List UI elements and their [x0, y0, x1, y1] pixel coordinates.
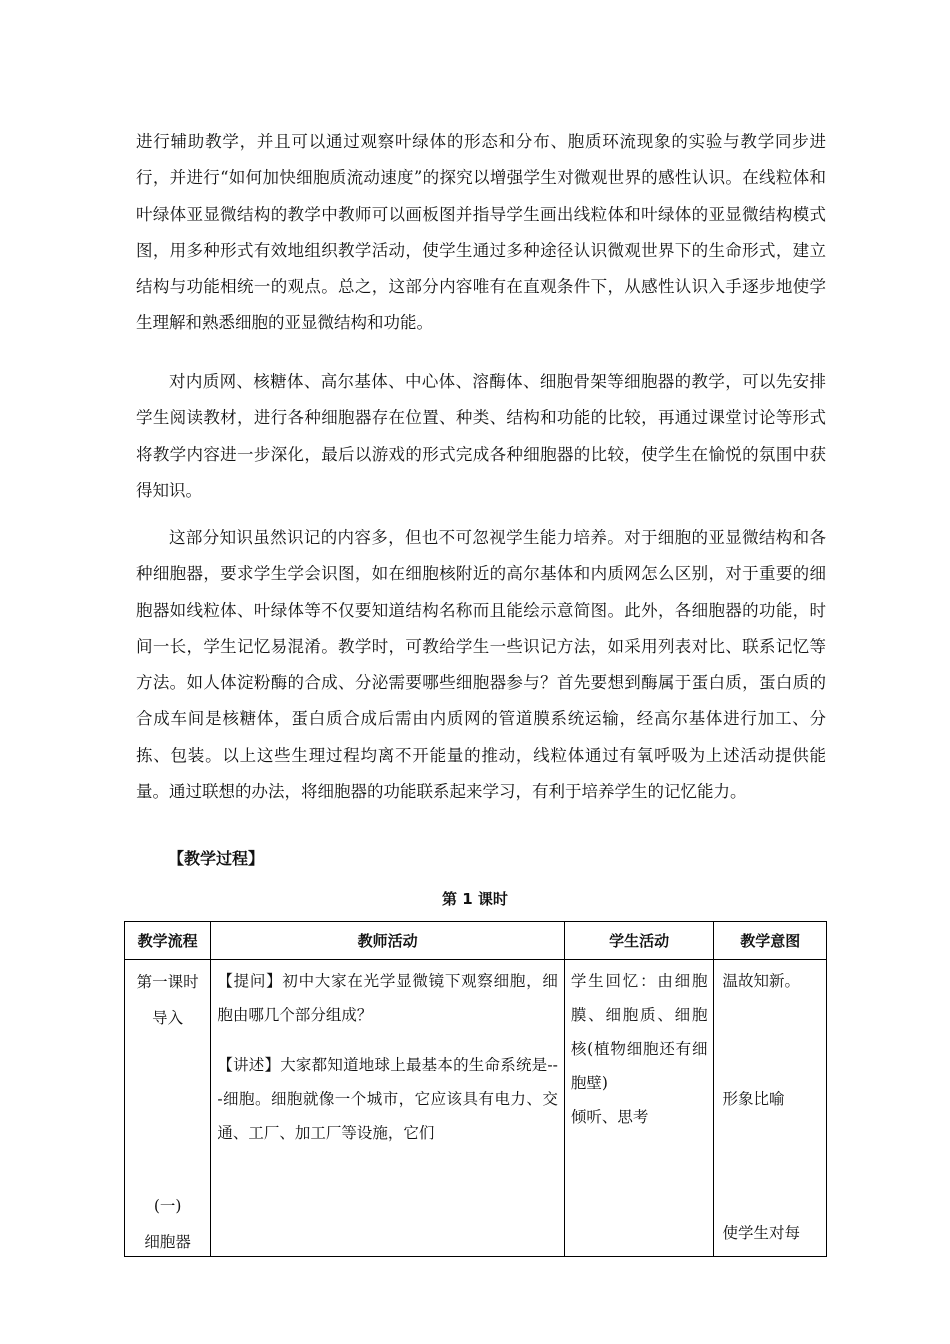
flow-section-number: (一)	[153, 1197, 182, 1215]
header-teaching-flow: 教学流程	[125, 922, 211, 960]
section-heading: 【教学过程】	[168, 849, 265, 868]
intent-metaphor: 形象比喻	[722, 1090, 785, 1108]
table-header-row	[125, 922, 827, 960]
body-paragraph-3: 这部分知识虽然识记的内容多，但也不可忽视学生能力培养。对于细胞的亚显微结构和各种细胞器，要求学生学会识图，如在细胞核附近的高尔基体和内质网怎么区别，对于重要的细胞器如线粒体、叶绿体等不仅要知道结构名称而且能绘示意简图。此外，各细胞器的功能，时间一长，学生记忆易混淆。教学时，可教给学生一些识记方法，如采用列表对比、联系记忆等方法。如人体淀粉酶的合成、分泌需要哪些细胞器参与？首先要想到酶属于蛋白质，蛋白质的合成车间是核糖体，蛋白质合成后需由内质网的管道膜系统运输，经高尔基体进行加工、分拣、包装。以上这些生理过程均离不开能量的推动，线粒体通过有氧呼吸为上述活动提供能量。通过联想的办法，将细胞器的功能联系起来学习，有利于培养学生的记忆能力。	[136, 528, 826, 802]
header-teacher-activity: 教师活动	[211, 922, 565, 960]
flow-section-block	[125, 1188, 210, 1260]
lesson-plan-table	[124, 921, 827, 1257]
intent-review: 温故知新。	[722, 972, 800, 990]
intent-continue: 使学生对每	[722, 1224, 800, 1242]
teaching-intent-cell	[714, 960, 827, 1257]
lesson-title: 第 1 课时	[442, 890, 508, 908]
body-paragraph-2: 对内质网、核糖体、高尔基体、中心体、溶酶体、细胞骨架等细胞器的教学，可以先安排学生阅读教材，进行各种细胞器存在位置、种类、结构和功能的比较，再通过课堂讨论等形式将教学内容进一步深化，最后以游戏的形式完成各种细胞器的比较，使学生在愉悦的氛围中获得知识。	[136, 372, 826, 500]
flow-lesson-label: 第一课时	[136, 973, 199, 991]
header-student-activity: 学生活动	[564, 922, 714, 960]
flow-section-title: 细胞器	[144, 1233, 191, 1251]
student-activity-cell	[564, 960, 714, 1257]
flow-cell	[125, 960, 211, 1257]
header-teaching-intent: 教学意图	[714, 922, 827, 960]
teacher-question: 【提问】初中大家在光学显微镜下观察细胞，细胞由哪几个部分组成？	[217, 972, 558, 1024]
body-paragraph-1: 进行辅助教学，并且可以通过观察叶绿体的形态和分布、胞质环流现象的实验与教学同步进行，并进行“如何加快细胞质流动速度”的探究以增强学生对微观世界的感性认识。在线粒体和叶绿体亚显微结构的教学中教师可以画板图并指导学生画出线粒体和叶绿体的亚显微结构模式图，用多种形式有效地组织教学活动，使学生通过多种途径认识微观世界下的生命形式，建立结构与功能相统一的观点。总之，这部分内容唯有在直观条件下，从感性认识入手逐步地使学生理解和熟悉细胞的亚显微结构和功能。	[136, 132, 826, 333]
flow-intro-label: 导入	[152, 1009, 184, 1027]
teacher-lecture: 【讲述】大家都知道地球上最基本的生命系统是---细胞。细胞就像一个城市，它应该具有电力、交通、工厂、加工厂等设施，它们	[217, 1056, 558, 1142]
table-row	[125, 960, 827, 1257]
student-recall: 学生回忆：由细胞膜、细胞质、细胞核(植物细胞还有细胞壁)	[570, 972, 708, 1092]
teacher-activity-cell	[211, 960, 565, 1257]
student-listen: 倾听、思考	[570, 1108, 649, 1126]
